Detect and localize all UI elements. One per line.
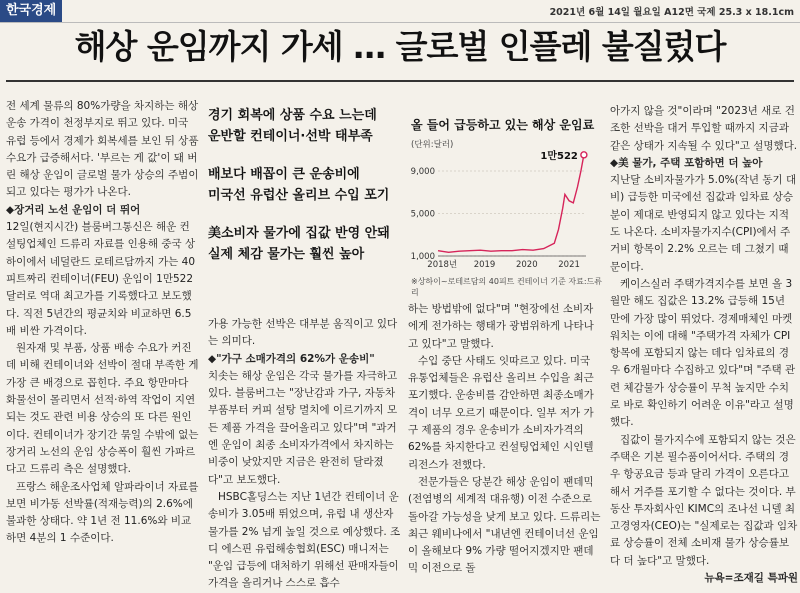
freight-rate-chart <box>408 104 603 297</box>
byline: 뉴욕=조재길 특파원 <box>704 572 798 585</box>
chart-title: 올 들어 급등하고 있는 해상 운임료 <box>411 118 595 132</box>
paragraph: 12일(현지시간) 블룸버그통신은 해운 컨설팅업체인 드류리 자료를 인용해 중국 상하이에서 네덜란드 로테르담까지 가는 40피트짜리 컨테이너(FEU) 운임이 1만522달러로 역대 최고가를 기록했다고 보도했다. 직전 5년간의 평균치와 비교하면 6.5배 비싼 가격이다. <box>6 221 196 337</box>
publication-info: 2021년 6월 14일 월요일 A12면 국제 25.3 x 18.1cm <box>549 7 794 18</box>
paragraph: 치솟는 해상 운임은 각국 물가를 자극하고 있다. 블룸버그는 "장난감과 가구, 자동차 부품부터 커피 설탕 멸치에 이르기까지 모든 제품 가격을 끌어올리고 있다"며 "과거엔 운임이 최종 소비자가격에서 차지하는 비중이 낮았지만 지금은 완전히 달라졌다"고 보도했다. <box>208 369 398 486</box>
latest-value-marker <box>581 152 587 158</box>
chart-unit: (단위:달러) <box>411 140 454 150</box>
latest-value-label: 1만522 <box>540 150 578 162</box>
y-tick-label: 5,000 <box>410 209 435 220</box>
x-tick-label: 2019 <box>473 260 496 270</box>
paragraph: 전 세계 물류의 80%가량을 차지하는 해상 운송 가격이 천정부지로 뛰고 있다. 미국 유럽 등에서 경제가 회복세를 보인 뒤 상품 수요가 급증해서다. '부르는 게 값'이 돼 버린 해상 운임이 글로벌 물가 상승의 주범이 되고 있다는 평가가 나온다. <box>6 100 199 199</box>
article-column-2 <box>208 316 402 593</box>
sub-headlines <box>208 105 402 282</box>
x-tick-label: 2020 <box>515 260 538 270</box>
subheading: ◆"가구 소매가격의 62%가 운송비" <box>208 352 375 365</box>
paragraph: 집값이 물가지수에 포함되지 않는 것은 주택은 기본 필수품이어서다. 주택의 경우 항공요금 등과 달리 가격이 오른다고 해서 거주를 포기할 수 없다는 것이다. 부동산 투자회사인 KIMC의 조나선 니델 최고경영자(CEO)는 "실제로는 집값과 임차료 상승률이 전체 소비재 물가 상승률보다 더 높다"고 말했다. <box>610 433 798 567</box>
subheading: ◆장거리 노선 운임이 더 뛰어 <box>6 203 141 216</box>
x-tick-label: 2021 <box>558 260 580 270</box>
paragraph: 원자재 및 부품, 상품 배송 수요가 커진 데 비해 컨테이너와 선박이 절대 부족한 게 가장 큰 배경으로 꼽힌다. 주요 항만마다 화물선이 몰리면서 선적·하역 작업이 지연되는 것도 관련 비용 상승의 또 다른 원인이다. 컨테이너가 장기간 묶일 수밖에 없는 장거리 노선의 운임 상승폭이 훨씬 가파르다고 드류리 측은 설명했다. <box>6 342 199 476</box>
paragraph: 가용 가능한 선박은 대부분 움직이고 있다는 의미다. <box>208 318 398 348</box>
y-tick-label: 9,000 <box>410 167 435 177</box>
paragraph: 수입 중단 사태도 잇따르고 있다. 미국 유통업체들은 유럽산 올리브 수입을 최근 포기했다. 운송비를 감안하면 최종소매가격이 너무 오르기 때문이다. 일부 저가 가구 제품의 경우 운송비가 소비자가격의 62%를 차지한다고 컨설팅업체인 시인텔리전스가 전했다. <box>408 354 594 471</box>
sub-headline: 경기 회복에 상품 수요 느는데 운반할 컨테이너·선박 태부족 <box>208 108 377 144</box>
subheading: ◆美 물가, 주택 포함하면 더 높아 <box>610 156 763 169</box>
headline-rule <box>6 80 794 82</box>
paragraph: 전문가들은 당분간 해상 운임이 팬데믹(전염병의 세계적 대유행) 이전 수준으로 돌아갈 가능성을 낮게 보고 있다. 드류리는 최근 웨비나에서 "내년엔 컨테이너선 운임이 올해보다 9% 가량 떨어지겠지만 팬데믹 이전으로 돌 <box>408 475 601 575</box>
headline: 해상 운임까지 가세 … 글로벌 인플레 불질렀다 <box>74 27 726 66</box>
paragraph: 케이스실러 주택가격지수를 보면 올 3월만 해도 집값은 13.2% 급등해 15년 만에 가장 많이 뛰었다. 경제매체인 마켓워치는 이에 대해 "주택가격 자체가 CPI 항목에 포함되지 않는 데다 임차료의 경우 6개월마다 수집하고 있다"며 "주택 관련 체감물가 상승률이 무척 높지만 수치로 바로 확인하기 어려운 이유"라고 설명했다. <box>610 277 796 429</box>
freight-rate-line <box>438 155 584 253</box>
article-column-3 <box>408 301 602 578</box>
sub-headline: 배보다 배꼽이 큰 운송비에 미국선 유럽산 올리브 수입 포기 <box>208 167 390 203</box>
paragraph: HSBC홀딩스는 지난 1년간 컨테이너 운송비가 3.05배 뛰었으며, 유럽 내 생산자물가를 2% 넘게 높일 것으로 예상했다. 조디 에스핀 유럽해송협회(ESC) 매니저는 "운임 급등에 대처하기 위해선 판매자들이 가격을 올리거나 스스로 흡수 <box>208 490 401 590</box>
paragraph: 아가지 않을 것"이라며 "2023년 새로 건조한 선박을 대거 투입할 때까지 지금과 같은 상태가 지속될 수 있다"고 설명했다. <box>610 105 798 152</box>
paragraph: 하는 방법밖에 없다"며 "현장에선 소비자에게 전가하는 행태가 광범위하게 나타나고 있다"고 말했다. <box>408 303 594 350</box>
newspaper-brand: 한국경제 <box>0 0 62 22</box>
paragraph: 지난달 소비자물가가 5.0%(작년 동기 대비) 급등한 미국에선 집값과 임차료 상승분이 제대로 반영되지 않고 있다는 지적도 나온다. 소비자물가지수(CPI)에서 주거비 항목이 2.2% 오르는 데 그쳤기 때문이다. <box>610 174 797 273</box>
paragraph: 프랑스 해운조사업체 알파라이너 자료를 보면 비가동 선박률(적재능력)의 2.6%에 불과한 상태다. 약 1년 전 11.6%와 비교하면 4분의 1 수준이다. <box>6 480 199 545</box>
article-column-4 <box>610 103 798 587</box>
sub-headline: 美소비자 물가에 집값 반영 안돼 실제 체감 물가는 훨씬 높아 <box>208 226 390 262</box>
chart-plot <box>408 144 602 274</box>
chart-source: ※상하이~로테르담의 40피트 컨테이너 기준 자료:드류리 <box>411 277 603 297</box>
masthead <box>0 0 800 23</box>
y-tick-label: 1,000 <box>410 252 435 262</box>
x-tick-label: 2018년 <box>427 260 458 270</box>
article-column-1 <box>6 98 199 548</box>
